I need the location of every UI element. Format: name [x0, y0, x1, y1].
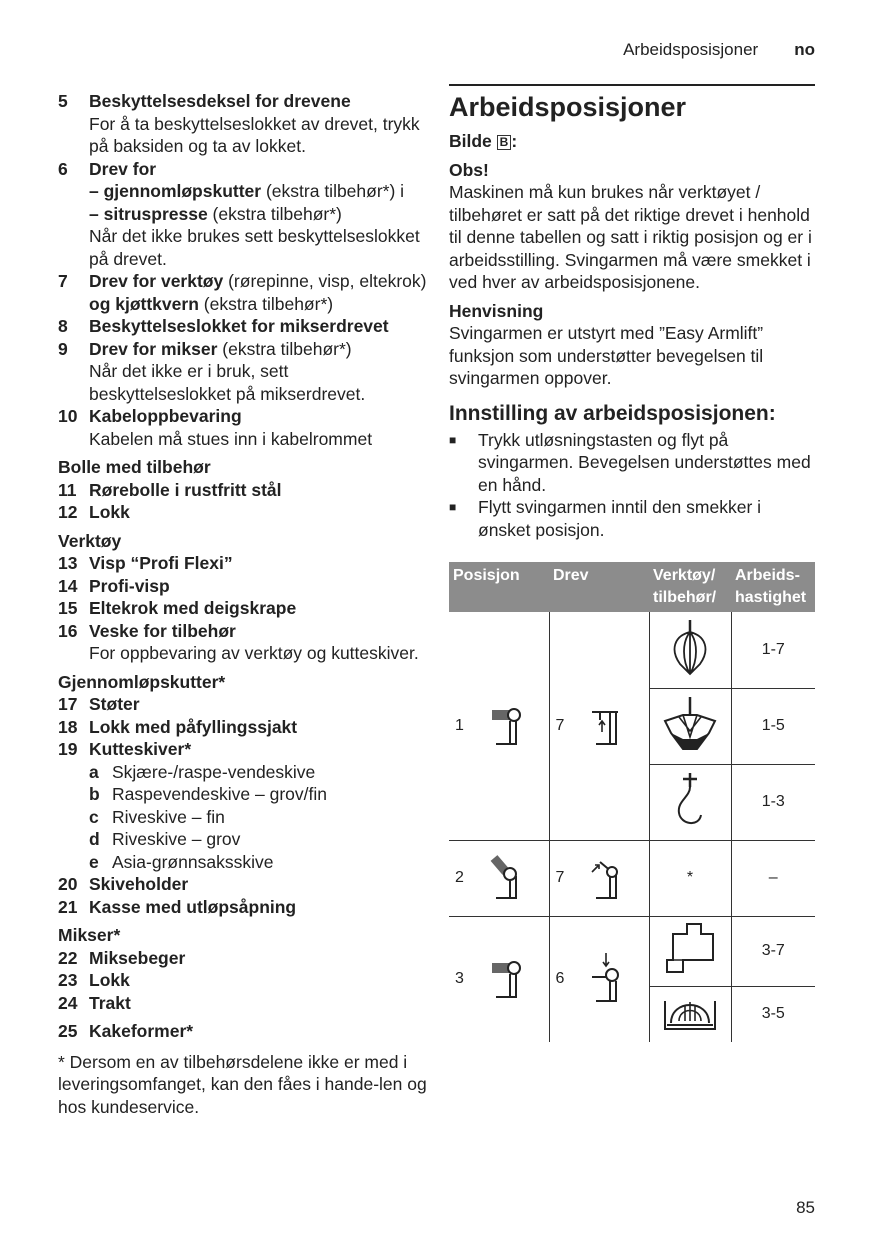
list-item: 8 Beskyttelseslokket for mikserdrevet: [58, 316, 389, 336]
bullet-icon: ■: [449, 500, 457, 514]
tool-cell: [649, 612, 731, 688]
left-column: [58, 90, 430, 1118]
positions-table: [449, 562, 815, 1042]
disc-item: a Skjære-/raspe-vendeskive: [89, 761, 316, 782]
position-cell: 3: [449, 916, 549, 1042]
list-item: 17 Støter: [58, 694, 140, 714]
list-item: 25 Kakeformer*: [58, 1021, 194, 1041]
group-heading: Gjennomløpskutter*: [58, 671, 226, 692]
list-item: 14 Profi-visp: [58, 575, 170, 596]
arm-position-2-icon: [486, 852, 526, 904]
header-lang: no: [794, 40, 815, 59]
list-item: 19 Kutteskiver*: [58, 739, 192, 759]
drive-cell: 6: [549, 916, 649, 1042]
drive-cell: 7: [549, 612, 649, 840]
speed-cell: 3-5: [731, 986, 815, 1042]
drive-6-icon: [586, 951, 626, 1007]
group-heading: Bolle med tilbehør: [58, 457, 211, 477]
tool-cell: [649, 764, 731, 840]
speed-cell: 1-5: [731, 688, 815, 764]
note-label: Henvisning: [449, 300, 544, 321]
picture-ref: Bilde B :: [449, 131, 518, 151]
tool-cell: [649, 916, 731, 986]
list-item: 24 Trakt: [58, 992, 131, 1013]
drive-7-tilted-icon: [586, 852, 626, 904]
list-item: 18 Lokk med påfyllingssjakt: [58, 716, 298, 737]
speed-cell: 3-7: [731, 916, 815, 986]
profi-whisk-icon: [657, 693, 723, 755]
running-header: [623, 40, 815, 60]
list-item: 23 Lokk: [58, 970, 130, 990]
tool-cell: [649, 986, 731, 1042]
note-text: Svingarmen er utstyrt med ”Easy Armlift” funksjon som understøtter bevegelsen til svingarmen oppover.: [449, 323, 764, 388]
speed-cell: 1-3: [731, 764, 815, 840]
group-heading: Mikser*: [58, 925, 121, 945]
arm-position-3-icon: [486, 955, 526, 1003]
list-item: 21 Kasse med utløpsåpning: [58, 896, 297, 917]
tool-cell: *: [649, 840, 731, 916]
page-title: Arbeidsposisjoner: [449, 92, 687, 122]
page-number: 85: [796, 1198, 815, 1217]
col-header-drive: Drev: [549, 562, 649, 612]
continuous-cutter-icon: [657, 920, 723, 978]
col-header-position: Posisjon: [449, 562, 549, 612]
speed-cell: –: [731, 840, 815, 916]
tool-cell: [649, 688, 731, 764]
list-item: 20 Skiveholder: [58, 874, 189, 894]
speed-cell: 1-7: [731, 612, 815, 688]
bullet-icon: ■: [449, 432, 457, 447]
list-item: 9 Drev for mikser (ekstra tilbehør*) Når det ikke er i bruk, sett beskyttelseslokket på mikserdrevet.: [58, 338, 366, 404]
group-heading: Verktøy: [58, 530, 122, 551]
citrus-press-icon: [657, 989, 723, 1035]
list-item: 7 Drev for verktøy (rørepinne, visp, eltekrok) og kjøttkvern (ekstra tilbehør*): [58, 271, 427, 314]
disc-item: b Raspevendeskive – grov/fin: [89, 784, 327, 804]
step-item: ■ Trykk utløsningstasten og flyt på svingarmen. Bevegelsen understøttes med en hånd.: [449, 429, 811, 495]
section-subtitle: Innstilling av arbeidsposisjonen:: [449, 401, 776, 425]
right-column: [449, 84, 815, 541]
kneading-hook-icon: [665, 769, 715, 831]
disc-item: d Riveskive – grov: [89, 829, 241, 849]
whisk-icon: [660, 616, 720, 678]
drive-7-icon: [586, 702, 626, 750]
disc-item: e Asia-grønnsaksskive: [89, 851, 274, 872]
position-cell: 1: [449, 612, 549, 840]
list-item: 15 Eltekrok med deigskrape: [58, 598, 297, 618]
list-item: 16 Veske for tilbehør For oppbevaring av verktøy og kutteskiver.: [58, 620, 419, 663]
disc-item: c Riveskive – fin: [89, 806, 225, 827]
table-row: [449, 612, 815, 688]
list-item: 13 Visp “Profi Flexi”: [58, 553, 233, 573]
picture-letter-box: B: [497, 135, 512, 150]
arm-position-1-icon: [486, 702, 526, 750]
obs-label: Obs!: [449, 159, 489, 180]
step-item: ■ Flytt svingarmen inntil den smekker i ønsket posisjon.: [449, 497, 762, 540]
table-row: [449, 840, 815, 916]
list-item: 22 Miksebeger: [58, 947, 186, 968]
list-item: 12 Lokk: [58, 502, 130, 522]
obs-text: Maskinen må kun brukes når verktøyet / tilbehøret er satt på det riktige drevet i henhold til denne tabellen og satt i riktig posisjon og er i arbeidsstilling. Svingarmen må være smekket i ved hver av arbeidsposisjonene.: [449, 182, 812, 292]
table-row: [449, 916, 815, 986]
col-header-speed: Arbeids- hastighet: [731, 562, 815, 612]
divider: [449, 84, 815, 86]
list-item: 5 Beskyttelsesdeksel for drevene For å ta beskyttelseslokket av drevet, trykk på baksiden og ta av lokket.: [58, 91, 420, 156]
footnote: * Dersom en av tilbehørsdelene ikke er med i leveringsomfanget, kan den fåes i hande-len og hos kundeservice.: [58, 1051, 427, 1117]
list-item: 6 Drev for – gjennomløpskutter (ekstra tilbehør*) i – sitruspresse (ekstra tilbehør*) Når det ikke brukes sett beskyttelseslokket på drevet.: [58, 158, 420, 269]
list-item: 10 Kabeloppbevaring Kabelen må stues inn i kabelrommet: [58, 406, 373, 449]
col-header-tool: Verktøy/ tilbehør/: [649, 562, 731, 612]
drive-cell: 7: [549, 840, 649, 916]
table-header-row: [449, 562, 815, 612]
position-cell: 2: [449, 840, 549, 916]
list-item: 11 Rørebolle i rustfritt stål: [58, 479, 282, 500]
header-section: Arbeidsposisjoner: [623, 40, 759, 59]
